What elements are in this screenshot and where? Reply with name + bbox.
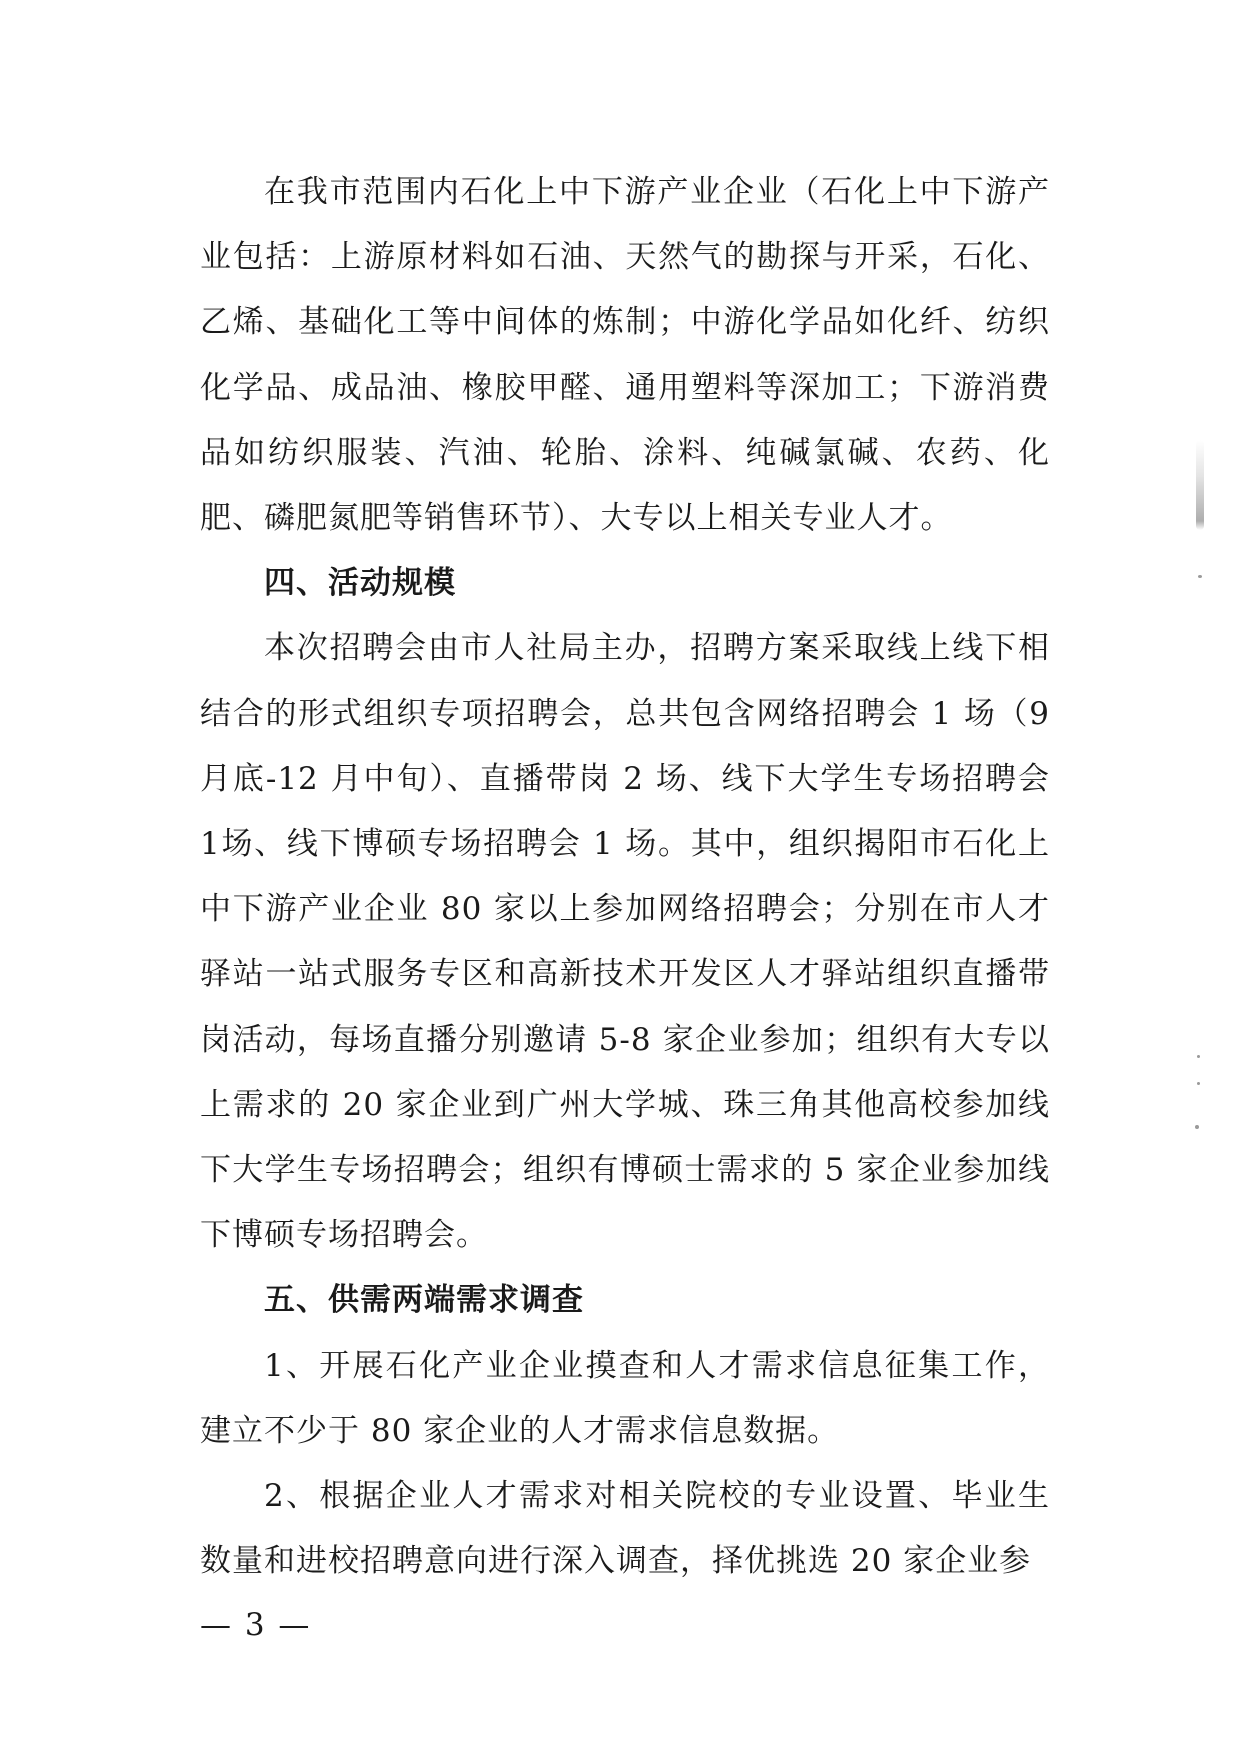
scan-artifact-dot xyxy=(1197,1055,1200,1058)
section-heading-demand-survey: 五、供需两端需求调查 xyxy=(264,1282,584,1319)
scan-artifact-dot xyxy=(1195,1125,1199,1129)
paragraph-activity-scale: 本次招聘会由市人社局主办，招聘方案采取线上线下相结合的形式组织专项招聘会，总共包含网络招聘会 1 场（9月底-12 月中旬）、直播带岗 2 场、线下大学生专场招聘会 1场、线下博硕专场招聘会 1 场。其中，组织揭阳市石化上中下游产业企业 80 家以上参加网络招聘会；分别在市人才驿站一站式服务专区和高新技术开发区人才驿站组织直播带岗活动，每场直播分别邀请 5-8 家企业参加；组织有大专以上需求的 20 家企业到广州大学城、珠三角其他高校参加线下大学生专场招聘会；组织有博硕士需求的 5 家企业参加线下博硕专场招聘会。 xyxy=(200,630,1050,1254)
paragraph-survey-item-1: 1、开展石化产业企业摸查和人才需求信息征集工作，建立不少于 80 家企业的人才需求信息数据。 xyxy=(200,1347,1050,1449)
paragraph-talent-scope: 在我市范围内石化上中下游产业企业（石化上中下游产业包括：上游原材料如石油、天然气的勘探与开采，石化、乙烯、基础化工等中间体的炼制；中游化学品如化纤、纺织化学品、成品油、橡胶甲醛、通用塑料等深加工；下游消费品如纺织服装、汽油、轮胎、涂料、纯碱氯碱、农药、化肥、磷肥氮肥等销售环节）、大专以上相关专业人才。 xyxy=(200,174,1050,537)
document-body xyxy=(200,160,1050,1594)
scan-artifact-dot xyxy=(1197,1082,1200,1085)
page-number: — 3 — xyxy=(200,1607,312,1643)
scan-artifact-streak xyxy=(1196,440,1204,530)
section-heading-activity-scale: 四、活动规模 xyxy=(264,565,456,602)
scan-artifact-dot xyxy=(1198,575,1202,578)
paragraph-survey-item-2: 2、根据企业人才需求对相关院校的专业设置、毕业生数量和进校招聘意向进行深入调查，择优挑选 20 家企业参 xyxy=(200,1478,1050,1580)
